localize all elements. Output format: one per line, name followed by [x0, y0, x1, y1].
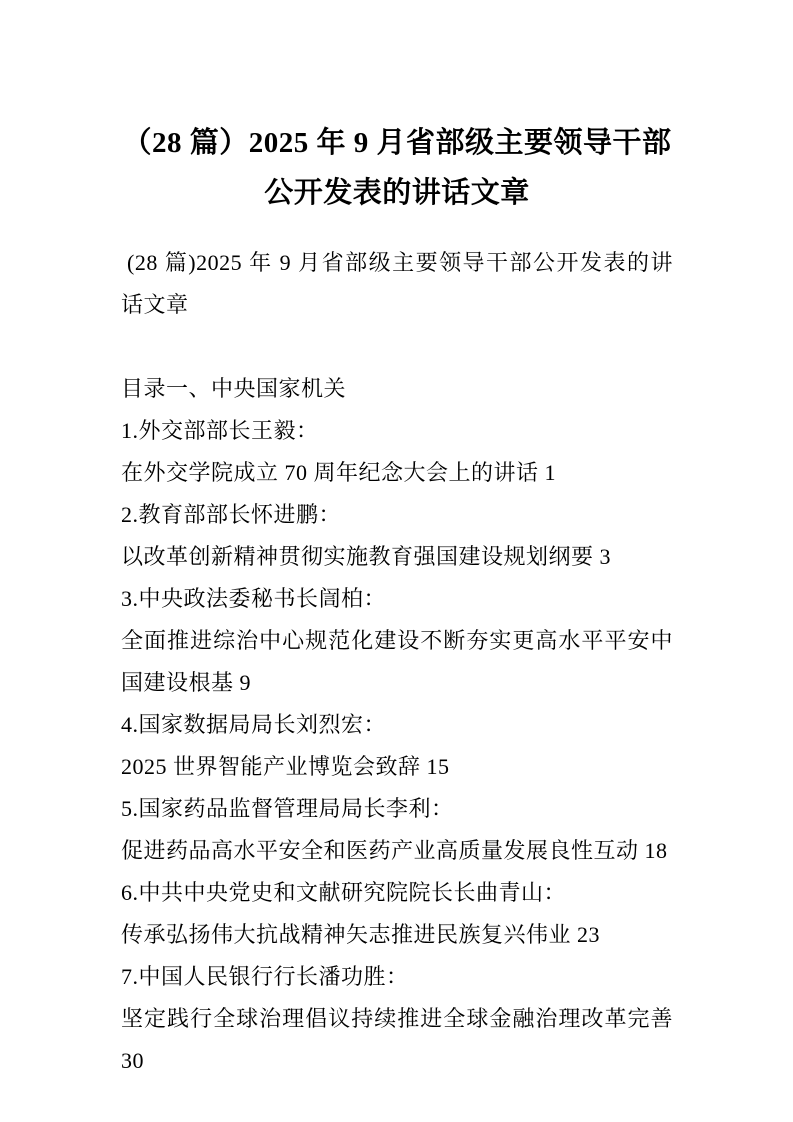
- toc-line-speaker-3: 3.中央政法委秘书长訚柏：: [121, 586, 387, 611]
- toc-line-title-3: 全面推进综治中心规范化建设不断夯实更高水平平安中国建设根基 9: [121, 628, 673, 695]
- toc-line-title-6: 传承弘扬伟大抗战精神矢志推进民族复兴伟业 23: [121, 922, 601, 947]
- toc-line-speaker-5: 5.国家药品监督管理局局长李利：: [121, 796, 454, 821]
- toc-line-speaker-2: 2.教育部部长怀进鹏：: [121, 502, 342, 527]
- intro-paragraph: (28 篇)2025 年 9 月省部级主要领导干部公开发表的讲话文章: [121, 250, 673, 317]
- toc-line-title-4: 2025 世界智能产业博览会致辞 15: [121, 754, 450, 779]
- toc-line-title-5: 促进药品高水平安全和医药产业高质量发展良性互动 18: [121, 838, 668, 863]
- toc-line-title-1: 在外交学院成立 70 周年纪念大会上的讲话 1: [121, 460, 557, 485]
- toc-line-speaker-4: 4.国家数据局局长刘烈宏：: [121, 712, 387, 737]
- toc-line-speaker-1: 1.外交部部长王毅：: [121, 418, 319, 443]
- toc-line-title-7: 坚定践行全球治理倡议持续推进全球金融治理改革完善 30: [121, 1006, 673, 1073]
- toc-heading: 目录一、中央国家机关: [121, 376, 347, 401]
- toc-line-speaker-7: 7.中国人民银行行长潘功胜：: [121, 964, 409, 989]
- toc-line-speaker-6: 6.中共中央党史和文献研究院院长长曲青山：: [121, 880, 567, 905]
- toc-line-title-2: 以改革创新精神贯彻实施教育强国建设规划纲要 3: [121, 544, 612, 569]
- document-title: （28 篇）2025 年 9 月省部级主要领导干部公开发表的讲话文章: [122, 127, 672, 209]
